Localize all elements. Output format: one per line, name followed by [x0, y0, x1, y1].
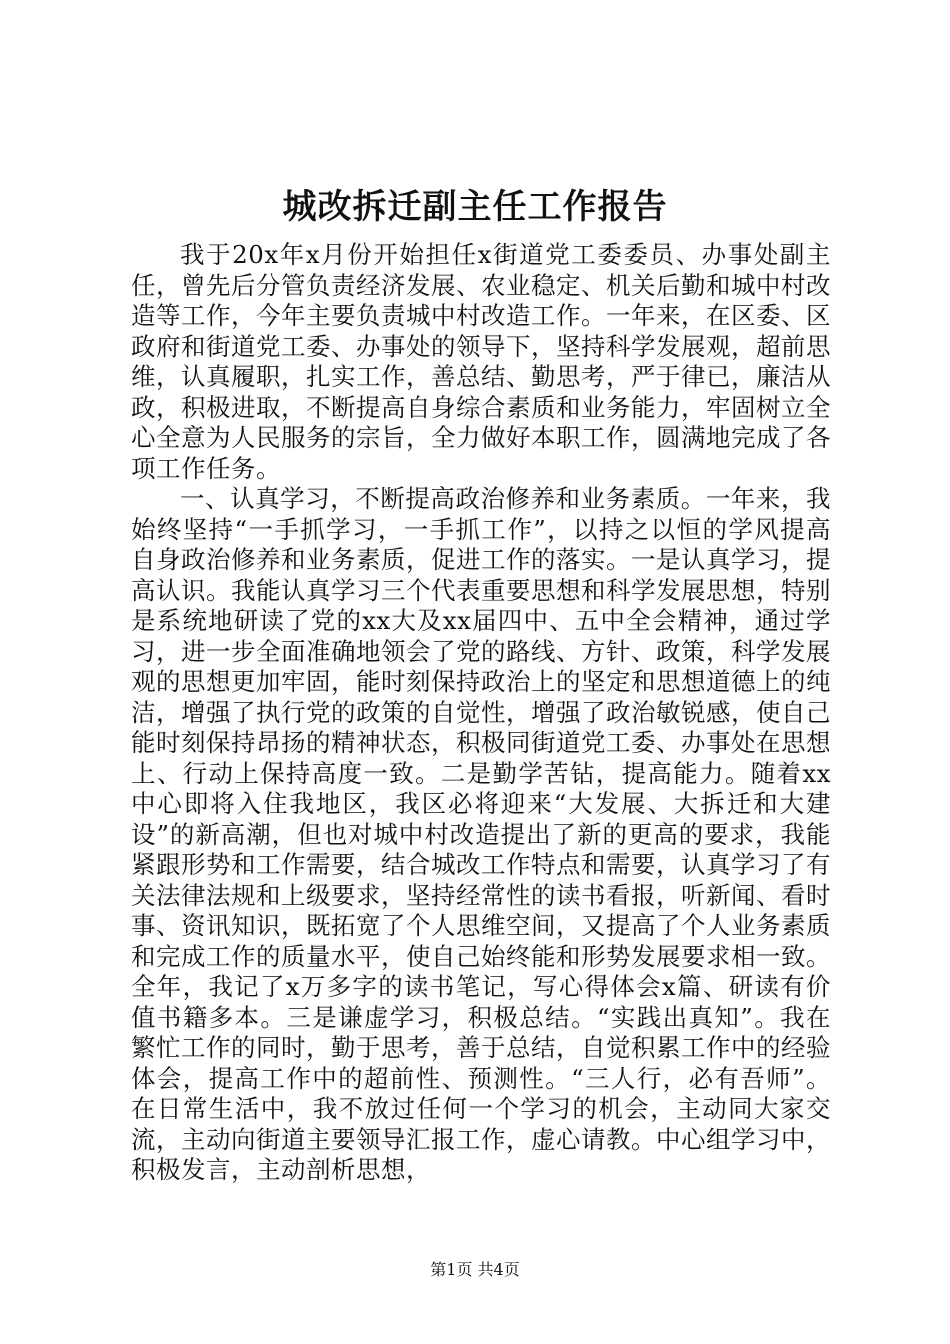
document-title: 城改拆迁副主任工作报告 [282, 187, 668, 227]
paragraph-study: 一、认真学习，不断提高政治修养和业务素质。一年来，我始终坚持“一手抓学习，一手抓工作”，以持之以恒的学风提高自身政治修养和业务素质，促进工作的落实。一是认真学习，提高认识。我能认真学习三个代表重要思想和科学发展思想，特别是系统地研读了党的xx大及xx届四中、五中全会精神，通过学习，进一步全面准确地领会了党的路线、方针、政策，科学发展观的思想更加牢固，能时刻保持政治上的坚定和思想道德上的纯洁，增强了执行党的政策的自觉性，增强了政治敏锐感，使自己能时刻保持昂扬的精神状态，积极同街道党工委、办事处在思想上、行动上保持高度一致。二是勤学苦钻，提高能力。随着xx中心即将入住我地区，我区必将迎来“大发展、大拆迁和大建设”的新高潮，但也对城中村改造提出了新的更高的要求，我能紧跟形势和工作需要，结合城改工作特点和需要，认真学习了有关法律法规和上级要求，坚持经常性的读书看报，听新闻、看时事、资讯知识，既拓宽了个人思维空间，又提高了个人业务素质和完成工作的质量水平，使自己始终能和形势发展要求相一致。全年，我记了x万多字的读书笔记，写心得体会x篇、研读有价值书籍多本。三是谦虚学习，积极总结。“实践出真知”。我在繁忙工作的同时，勤于思考，善于总结，自觉积累工作中的经验体会，提高工作中的超前性、预测性。“三人行，必有吾师”。在日常生活中，我不放过任何一个学习的机会，主动同大家交流，主动向街道主要领导汇报工作，虚心请教。中心组学习中，积极发言，主动剖析思想， [131, 484, 831, 1184]
paragraph-intro: 我于20x年x月份开始担任x街道党工委委员、办事处副主任，曾先后分管负责经济发展、农业稳定、机关后勤和城中村改造等工作，今年主要负责城中村改造工作。一年来，在区委、区政府和街道党工委、办事处的领导下，坚持科学发展观，超前思维，认真履职，扎实工作，善总结、勤思考，严于律已，廉洁从政，积极进取，不断提高自身综合素质和业务能力，牢固树立全心全意为人民服务的宗旨，全力做好本职工作，圆满地完成了各项工作任务。 [131, 240, 831, 483]
document-body [131, 240, 831, 1186]
page-footer: 第1页 共4页 [430, 1260, 520, 1279]
